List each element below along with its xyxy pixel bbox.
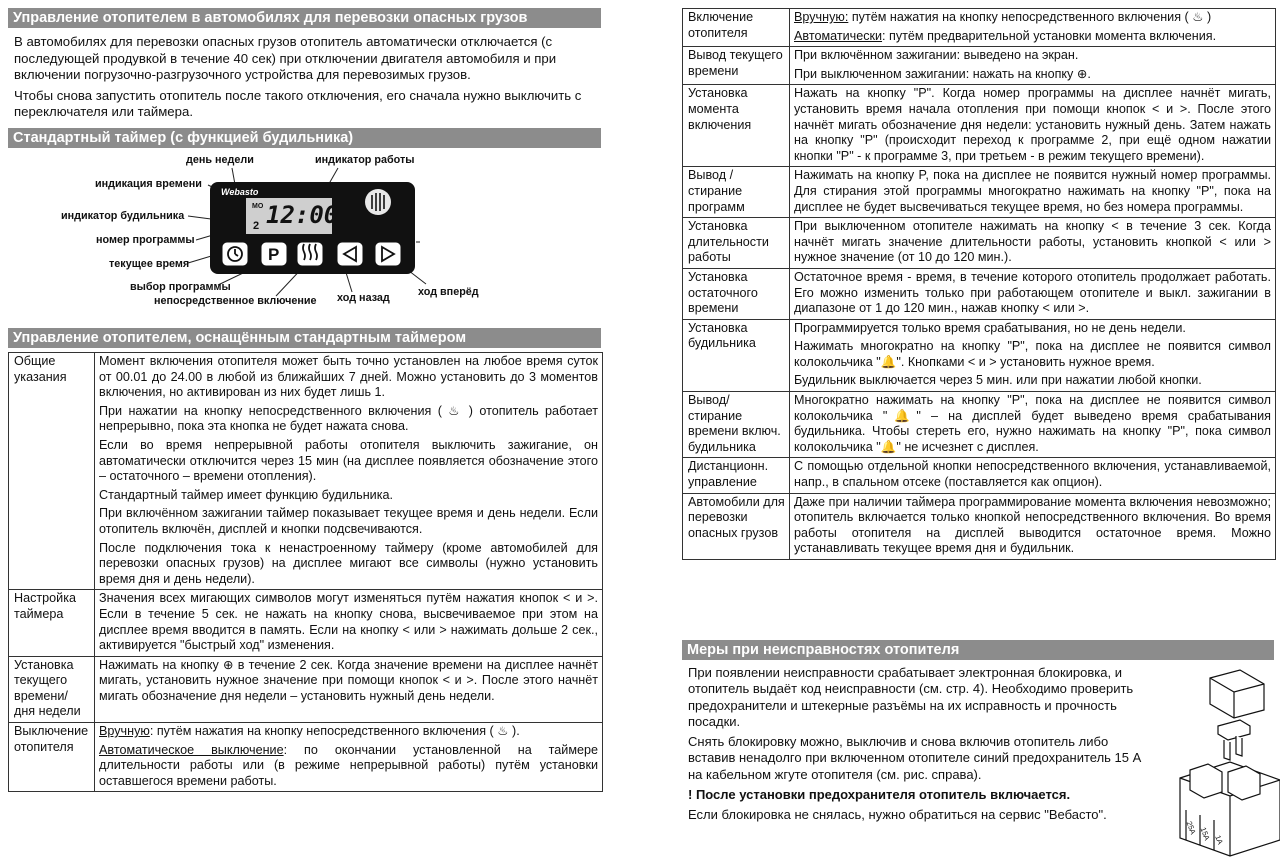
label-back: ход назад [337,292,390,304]
auto-text: : по окончании установленной на таймере длительности работы или (в режиме непрерывной работы) путём установки оставшегося времени работы. [99,742,598,788]
row-paragraph [794,29,1271,45]
row-paragraph: Будильник выключается через 5 мин. или при нажатии любой кнопки. [794,373,1202,388]
row-label: Настройка таймера [9,590,95,656]
label-work-indicator: индикатор работы [315,154,415,166]
row-paragraph: С помощью отдельной кнопки непосредственного включения, устанавливаемой, напр., в спальном отсеке (поставляется как опцион). [794,459,1271,490]
button-forward [376,243,400,265]
row-label: Дистанционн. управление [683,458,790,493]
row-label: Вывод / стирание программ [683,167,790,218]
row-paragraph: Нажимать на кнопку ⊕ в течение 2 сек. Когда значение времени на дисплее начнёт мигать, установить нужное значение при помощи кнопок < и >. После этого начнёт мигать обозначение дня недели – установить нужный день недели. [99,657,598,703]
label-alarm-indicator: индикатор будильника [61,210,185,222]
row-paragraph: Момент включения отопителя может быть точно установлен на любое время суток от 00.01 до 24.00 в любой из ближайших 7 дней. Можно установить до 3 моментов включения, но активирован из них будет лишь 1. [99,354,598,400]
table-row [683,268,1276,319]
row-paragraph: Значения всех мигающих символов могут изменяться путём нажатия кнопок < и >. Если в течение 5 сек. не нажать на кнопку снова, высвечиваемое при этом на дисплее время вводится в память. Если на кнопку < или > нажимать дольше 2 сек., активируется "быстрый ход" изменения. [99,591,598,653]
manual-label: Вручную [99,724,150,739]
svg-text:P: P [268,245,280,264]
auto-text: : путём предварительной установки момента включения. [882,28,1217,43]
section-header-hazardous: Управление отопителем в автомобилях для перевозки опасных грузов [8,8,601,28]
row-paragraph: Многократно нажимать на кнопку "P", пока на дисплее не появится символ колокольчика "🔔" – на дисплей будет выведено время срабатывания будильника. Чтобы стереть его, нужно нажимать на кнопку "P", пока символ колокольчика "🔔" не исчезнет с дисплея. [794,393,1271,454]
row-label: Включение отопителя [683,9,790,47]
section-header-timer: Стандартный таймер (с функцией будильника) [8,128,601,148]
table-row [683,319,1276,391]
label-program-select: выбор программы [130,281,231,293]
label-time-indication: индикация времени [95,178,202,190]
hazardous-para-1: В автомобилях для перевозки опасных грузов отопитель автоматически отключается (с последующей продувкой в течение 40 сек) при отключении двигателя автомобиля и при включении погрузочно-разгрузочного устройства для перевозимых грузов. [14,34,557,82]
label-direct-on: непосредственное включение [154,295,317,307]
row-label: Установка длительности работы [683,218,790,269]
table-row [9,723,603,792]
row-paragraph: При включённом зажигании: выведено на экран. [794,48,1079,63]
row-paragraph [99,743,598,790]
row-paragraph: Стандартный таймер имеет функцию будильника. [99,487,394,502]
row-content [95,656,603,722]
label-day-of-week: день недели [186,154,254,166]
row-label: Установка момента включения [683,85,790,167]
row-label: Установка будильника [683,319,790,391]
button-back [338,243,362,265]
row-content [790,392,1276,458]
row-paragraph: Нажимать на кнопку P, пока на дисплее не появится нужный номер программы. Для стирания этой программы многократно нажимать на кнопку "P", пока на дисплее не будет высвечиваться текущее время, но без номера программы. [794,168,1271,214]
label-program-number: номер программы [96,234,195,246]
row-content [790,85,1276,167]
row-label: Вывод/ стирание времени включ. будильника [683,392,790,458]
faults-para-1: При появлении неисправности срабатывает электронная блокировка, и отопитель выдаёт код неисправности (см. стр. 4). Необходимо проверить предохранители и штекерные разъёмы на их исправность и прочность посадки. [688,665,1134,729]
section-header-standard-timer: Управление отопителем, оснащённым стандартным таймером [8,328,601,348]
table-row [683,167,1276,218]
row-label: Установка текущего времени/ дня недели [9,656,95,722]
row-label: Выключение отопителя [9,723,95,792]
row-label: Установка остаточного времени [683,268,790,319]
row-paragraph: При включённом зажигании таймер показывает текущее время и день недели. Если отопитель включён, дисплей и кнопки подсвечиваются. [99,506,598,536]
timer-diagram [0,150,600,325]
row-paragraph [794,10,1271,26]
row-label: Общие указания [9,353,95,590]
table-row [683,218,1276,269]
speaker-grille [365,189,391,215]
table-row [683,493,1276,559]
row-paragraph: При выключенном отопителе нажимать на кнопку < в течение 3 сек. Когда начнёт мигать значение длительности работы, установить кнопкой < или > нужное значение (от 10 до 120 мин.). [794,219,1271,265]
row-paragraph: Если во время непрерывной работы отопителя выключить зажигание, он автоматически отключится через 15 мин (на дисплее появляется обозначение этого – остаточного – времени отопления). [99,437,598,484]
row-content [790,493,1276,559]
row-content [790,458,1276,493]
display-program: 2 [253,220,260,232]
table-row [9,353,603,590]
row-paragraph: Нажать на кнопку "P". Когда номер программы на дисплее начнёт мигать, установить время начала отопления при помощи кнопок < и >. После этого начнёт мигать обозначение дня недели: установить нужный день. Затем нажать на кнопку "P" (происходит переход к программе 2, при ещё одном нажатии кнопки "P" - к программе 3, при третьем - в режим текущего времени). [794,86,1271,163]
auto-label: Автоматически [794,28,883,43]
row-content [95,590,603,656]
timer-logo: Webasto [221,187,259,197]
row-paragraph: Остаточное время - время, в течение которого отопитель продолжает работать. Его можно изменить только при работающем отопителе и выкл. зажигании в диапазоне от 1 до 120 мин., нажав кнопку < или >. [794,269,1271,316]
row-content [95,353,603,590]
row-paragraph: Программируется только время срабатывания, но не день недели. [794,320,1186,335]
row-content [790,9,1276,47]
row-content [790,218,1276,269]
row-content [790,47,1276,85]
table-row [683,9,1276,47]
auto-label: Автоматическое выключение [99,742,284,757]
faults-warning: ! После установки предохранителя отопитель включается. [688,787,1071,803]
row-paragraph: После подключения тока к ненастроенному таймеру (кроме автомобилей для перевозки опасных грузов) на дисплее мигают все символы (нужно установить время дня и день недели). [99,540,598,586]
fuse-label-15a: 15A [1198,826,1212,842]
fuse-illustration [1170,660,1280,860]
row-content [790,319,1276,391]
row-label: Вывод текущего времени [683,47,790,85]
manual-text: : путём нажатия на кнопку непосредственного включения ( ♨ ). [149,724,520,739]
row-paragraph: Даже при наличии таймера программирование момента включения невозможно; отопитель включается только кнопкой непосредственного включения. Во время работы отопителя на дисплей выводится остаточное время. Можно устанавливать текущее время дня и будильник. [794,494,1271,556]
row-label: Автомобили для перевозки опасных грузов [683,493,790,559]
hazardous-text [14,34,600,125]
right-table [682,8,1276,560]
hazardous-para-2: Чтобы снова запустить отопитель после такого отключения, его сначала нужно выключить с переключателя или таймера. [14,87,582,119]
faults-text [688,665,1158,828]
fuse-label-1a: 1A [1213,833,1225,846]
row-paragraph: При нажатии на кнопку непосредственного включения ( ♨ ) отопитель работает непрерывно, пока эта кнопка не будет нажата снова. [99,403,598,434]
row-paragraph: При выключенном зажигании: нажать на кнопку ⊕. [794,66,1091,81]
row-paragraph [99,724,598,740]
faults-para-4: Если блокировка не снялась, нужно обратиться на сервис "Вебасто". [688,807,1107,823]
table-row [683,85,1276,167]
table-row [9,590,603,656]
manual-text: путём нажатия на кнопку непосредственного включения ( ♨ ) [848,10,1212,24]
left-table [8,352,603,792]
fuse-label-25a: 25A [1184,820,1198,836]
section-header-faults: Меры при неисправностях отопителя [682,640,1274,660]
display-mode: MO [252,203,264,210]
row-content [790,268,1276,319]
row-content [790,167,1276,218]
table-row [683,458,1276,493]
label-forward: ход вперёд [418,286,479,298]
faults-para-2: Снять блокировку можно, выключив и снова включив отопитель либо вставив ненадолго при включенном отопителе синий предохранитель 15 А на кабельном жгуте отопителя (см. рис. справа). [688,734,1142,782]
row-content [95,723,603,792]
table-row [9,656,603,722]
display-time: 12:00 [266,201,339,229]
table-row [683,47,1276,85]
row-paragraph: Нажимать многократно на кнопку "P", пока на дисплее не появится символ колокольчика "🔔". Кнопками < и > установить нужное время. [794,339,1271,369]
table-row [683,392,1276,458]
manual-label: Вручную: [794,10,849,24]
label-current-time: текущее время [109,258,190,270]
